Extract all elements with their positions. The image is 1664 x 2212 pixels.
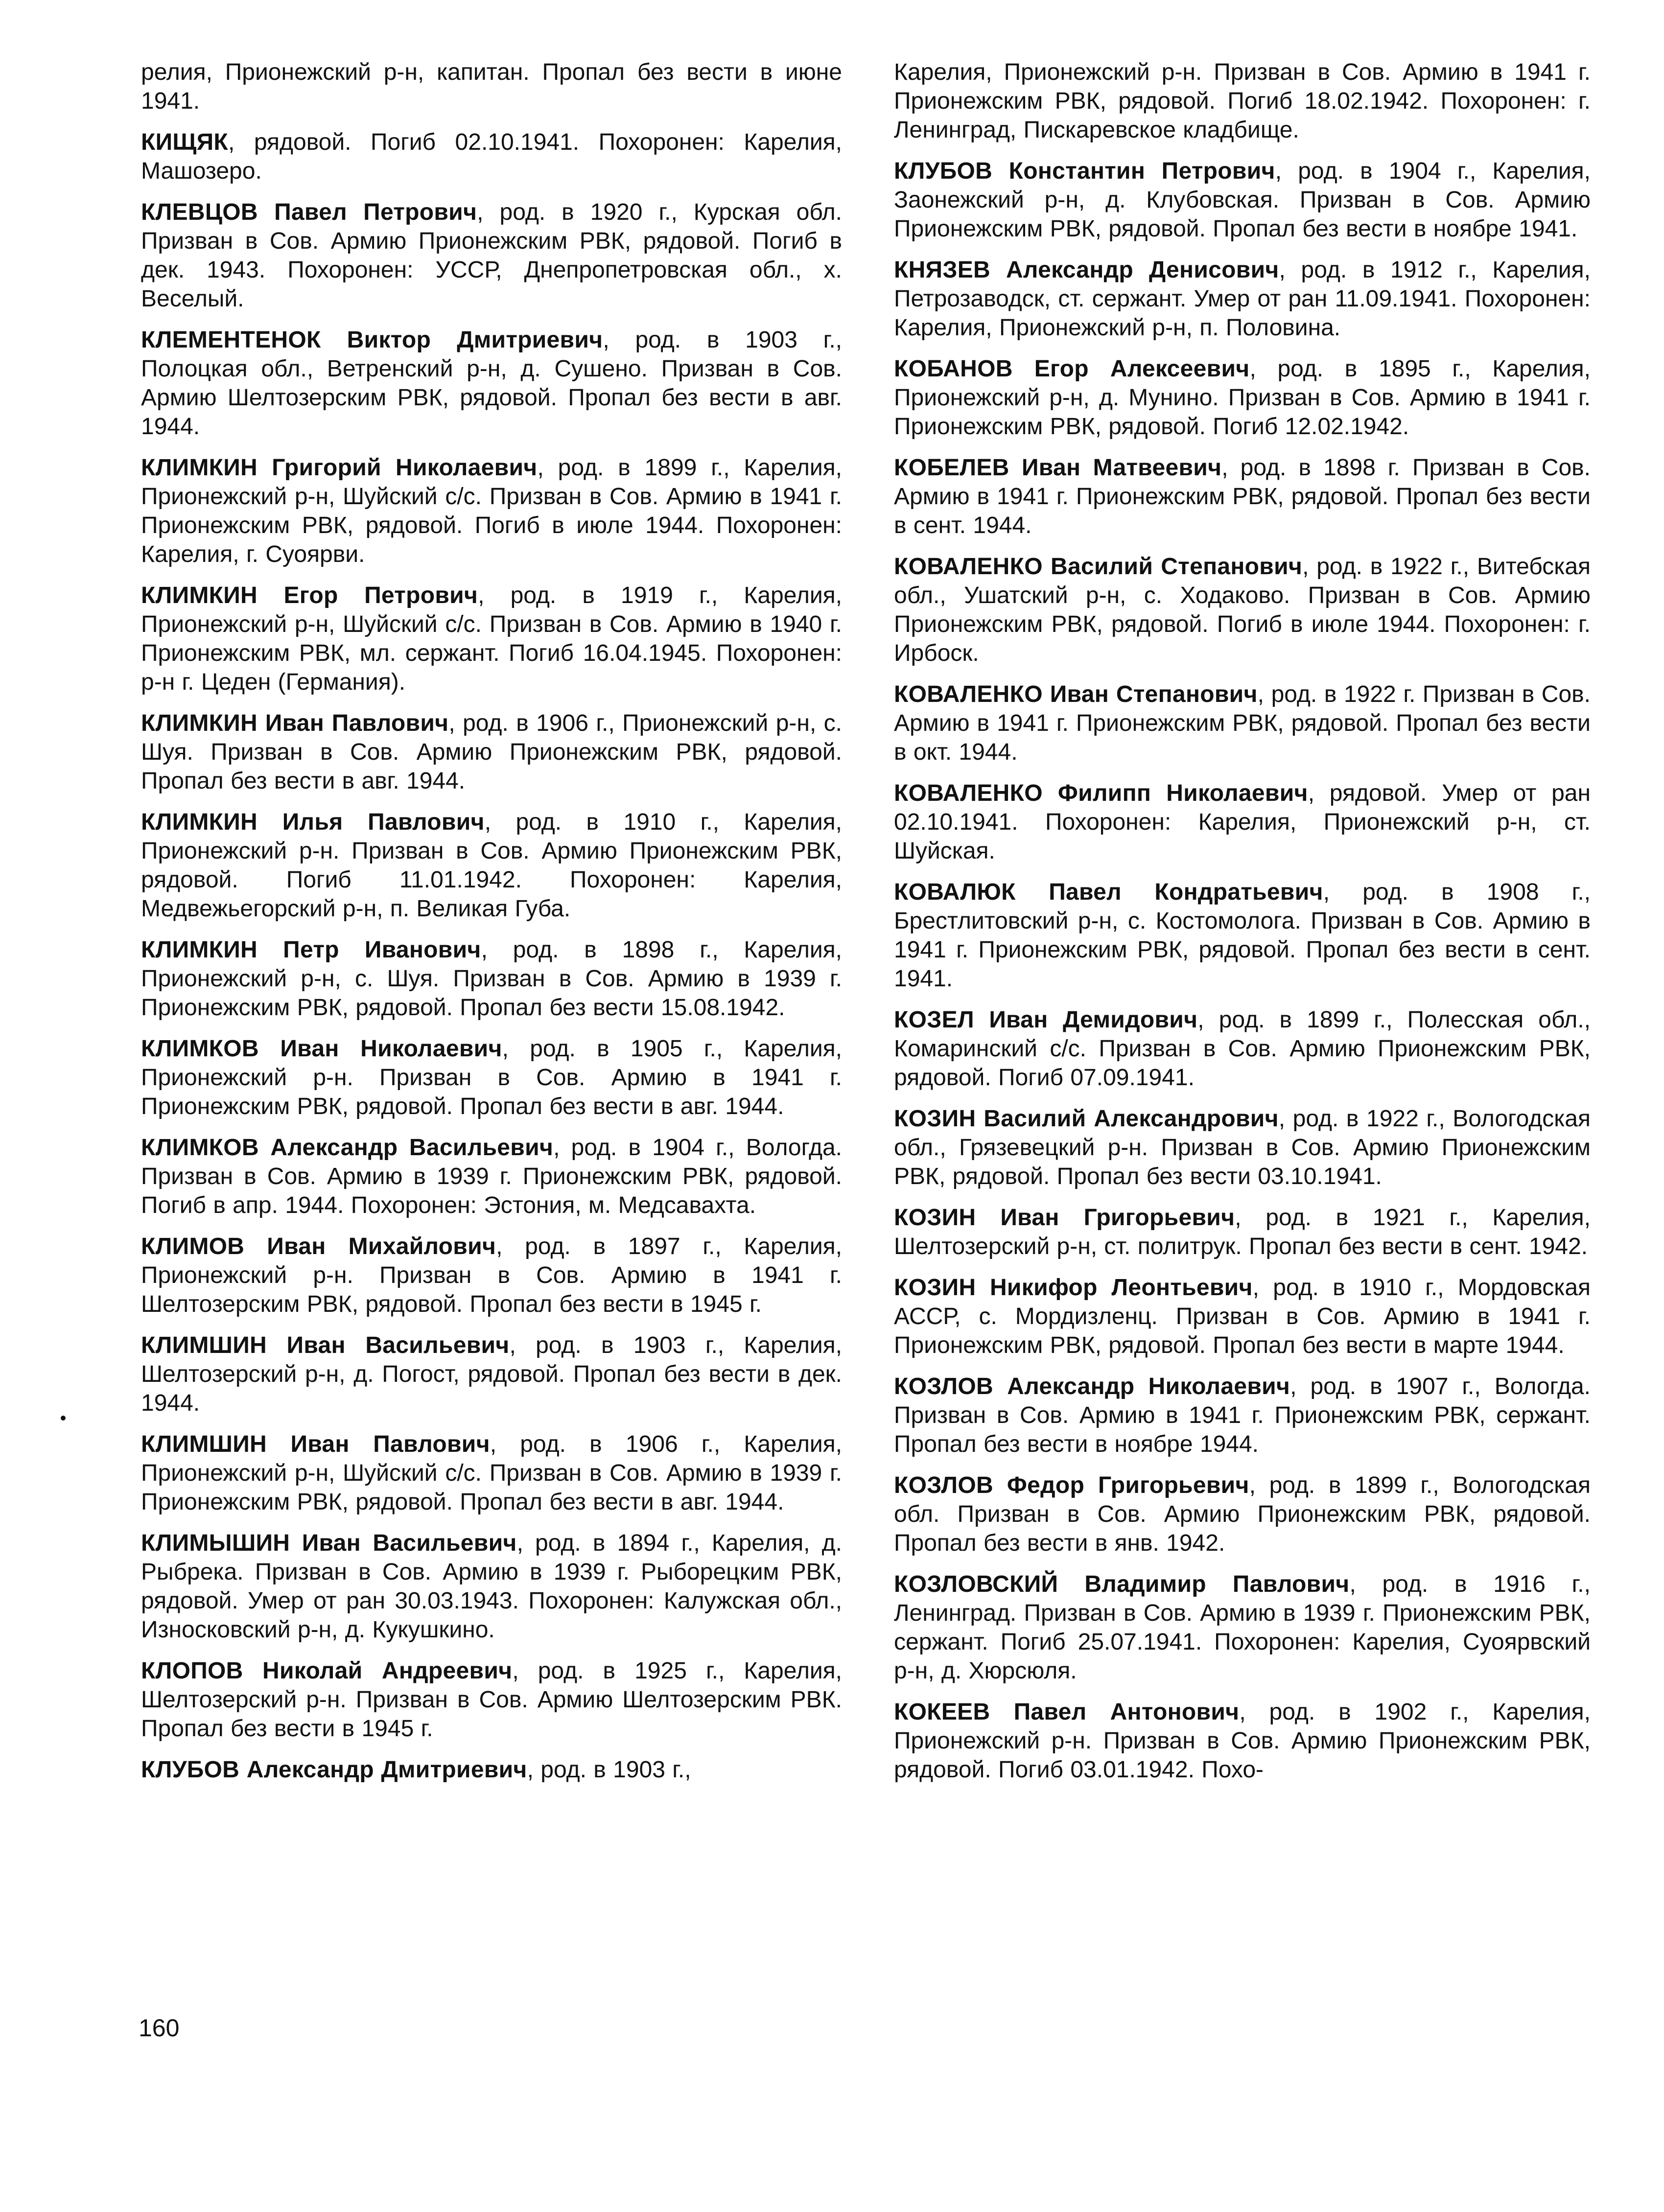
entry bbox=[141, 808, 842, 923]
entry bbox=[894, 779, 1591, 865]
entry-text: Карелия, Прионежский р-н. Призван в Сов. Армию в 1941 г. Прионежским РВК, рядовой. Погиб 18.02.1942. Похоронен: г. Ленинград, Пискаревское кладбище. bbox=[894, 59, 1591, 143]
entry bbox=[141, 58, 842, 116]
entry-text: , род. в 1908 г., Брестлитовский р-н, с. Костомолога. Призван в Сов. Армию в 1941 г. Прионежским РВК, рядовой. Пропал без вести в сент. 1941. bbox=[894, 879, 1591, 992]
entry-name: КЛИМЫШИН Иван Васильевич bbox=[141, 1530, 517, 1556]
entry-name: КОБЕЛЕВ Иван Матвеевич bbox=[894, 455, 1222, 481]
entry-text: , род. в 1899 г., Вологодская обл. Призван в Сов. Армию Прионежским РВК, рядовой. Пропал без вести в янв. 1942. bbox=[894, 1472, 1591, 1556]
entry bbox=[141, 709, 842, 795]
entry-name: КЛИМШИН Иван Васильевич bbox=[141, 1332, 510, 1358]
entry-name: КОЗИН Иван Григорьевич bbox=[894, 1205, 1235, 1231]
entry-name: КЛИМКИН Григорий Николаевич bbox=[141, 455, 538, 481]
entry bbox=[141, 198, 842, 313]
entry-name: КЛИМКОВ Александр Васильевич bbox=[141, 1135, 554, 1161]
entry-name: КЛУБОВ Константин Петрович bbox=[894, 158, 1275, 184]
entry bbox=[141, 1755, 842, 1784]
entry-name: КОВАЛЕНКО Филипп Николаевич bbox=[894, 780, 1308, 806]
entry bbox=[894, 1698, 1591, 1784]
entry-text: , рядовой. Умер от ран 02.10.1941. Похоронен: Карелия, Прионежский р-н, ст. Шуйская. bbox=[894, 780, 1591, 864]
entry bbox=[894, 256, 1591, 342]
entry-text: , род. в 1903 г., bbox=[527, 1757, 691, 1783]
entry-name: КОВАЛЮК Павел Кондратьевич bbox=[894, 879, 1323, 905]
entry bbox=[141, 1133, 842, 1220]
entry-name: КОКЕЕВ Павел Антонович bbox=[894, 1699, 1240, 1725]
entry bbox=[141, 1034, 842, 1121]
entry bbox=[894, 157, 1591, 243]
entry bbox=[894, 1273, 1591, 1360]
entry bbox=[894, 1104, 1591, 1191]
entry-text: , род. в 1902 г., Карелия, Прионежский р-н. Призван в Сов. Армию Прионежским РВК, рядовой. Погиб 03.01.1942. Похо- bbox=[894, 1699, 1591, 1783]
entry-text: , род. в 1895 г., Карелия, Прионежский р-н, д. Мунино. Призван в Сов. Армию в 1941 г. Прионежским РВК, рядовой. Погиб 12.02.1942. bbox=[894, 356, 1591, 440]
entry-text: , род. в 1919 г., Карелия, Прионежский р-н, Шуйский с/с. Призван в Сов. Армию в 1940 г. Прионежским РВК, мл. сержант. Погиб 16.04.1945. Похоронен: р-н г. Цеден (Германия). bbox=[141, 582, 842, 695]
entry-name: КОВАЛЕНКО Иван Степанович bbox=[894, 681, 1258, 707]
ink-speck bbox=[61, 1416, 66, 1420]
entry bbox=[141, 1331, 842, 1418]
entry-name: КЛИМКИН Илья Павлович bbox=[141, 809, 485, 835]
entry bbox=[894, 680, 1591, 767]
entry-name: КЛИМОВ Иван Михайлович bbox=[141, 1234, 496, 1259]
entry bbox=[894, 1471, 1591, 1558]
entry-text: , род. в 1906 г., Прионежский р-н, с. Шуя. Призван в Сов. Армию Прионежским РВК, рядовой. Пропал без вести в авг. 1944. bbox=[141, 710, 842, 794]
entry-text: , род. в 1905 г., Карелия, Прионежский р-н. Призван в Сов. Армию в 1941 г. Прионежским РВК, рядовой. Пропал без вести в авг. 1944. bbox=[141, 1036, 842, 1119]
entry-text: , род. в 1898 г., Карелия, Прионежский р-н, с. Шуя. Призван в Сов. Армию в 1939 г. Прионежским РВК, рядовой. Пропал без вести 15.08.1942. bbox=[141, 937, 842, 1021]
entry-text: , род. в 1910 г., Мордовская АССР, с. Мордизленц. Призван в Сов. Армию в 1941 г. Прионежским РВК, рядовой. Пропал без вести в марте 1944. bbox=[894, 1275, 1591, 1358]
entry-text: релия, Прионежский р-н, капитан. Пропал без вести в июне 1941. bbox=[141, 59, 842, 114]
entry-name: КОЗИН Василий Александрович bbox=[894, 1106, 1279, 1132]
entry bbox=[894, 58, 1591, 144]
entry-text: , род. в 1921 г., Карелия, Шелтозерский р-н, ст. политрук. Пропал без вести в сент. 1942. bbox=[894, 1205, 1591, 1259]
entry bbox=[141, 1232, 842, 1319]
entry-text: , род. в 1897 г., Карелия, Прионежский р-н. Призван в Сов. Армию в 1941 г. Шелтозерским РВК, рядовой. Пропал без вести в 1945 г. bbox=[141, 1234, 842, 1317]
entry-name: КНЯЗЕВ Александр Денисович bbox=[894, 257, 1279, 283]
entry-text: , род. в 1922 г., Витебская обл., Ушатский р-н, с. Ходаково. Призван в Сов. Армию Прионежским РВК, рядовой. Погиб в июле 1944. Похоронен: г. Ирбоск. bbox=[894, 554, 1591, 666]
entry bbox=[894, 1203, 1591, 1261]
entry bbox=[141, 1529, 842, 1644]
entry bbox=[894, 354, 1591, 441]
entry bbox=[894, 878, 1591, 993]
entry-text: , род. в 1916 г., Ленинград. Призван в Сов. Армию в 1939 г. Прионежским РВК, сержант. Погиб 25.07.1941. Похоронен: Карелия, Суоярвский р-н, д. Хюрсюля. bbox=[894, 1571, 1591, 1684]
entry-name: КЛИМКИН Егор Петрович bbox=[141, 582, 478, 608]
entry bbox=[141, 581, 842, 697]
entry bbox=[894, 1005, 1591, 1092]
entry bbox=[894, 552, 1591, 668]
entry-name: КЛИМКОВ Иван Николаевич bbox=[141, 1036, 502, 1062]
entry-name: КЛИМКИН Петр Иванович bbox=[141, 937, 481, 963]
entry-name: КОЗЕЛ Иван Демидович bbox=[894, 1007, 1198, 1033]
entry bbox=[894, 1372, 1591, 1459]
entry bbox=[141, 128, 842, 186]
entry-text: , род. в 1898 г. Призван в Сов. Армию в 1941 г. Прионежским РВК, рядовой. Пропал без вести в сент. 1944. bbox=[894, 455, 1591, 538]
entry bbox=[894, 1570, 1591, 1685]
entry-name: КОЗЛОВ Федор Григорьевич bbox=[894, 1472, 1249, 1498]
entry-text: , род. в 1907 г., Вологда. Призван в Сов. Армию в 1941 г. Прионежским РВК, сержант. Пропал без вести в ноябре 1944. bbox=[894, 1374, 1591, 1457]
entry-text: , род. в 1903 г., Карелия, Шелтозерский р-н, д. Погост, рядовой. Пропал без вести в дек. 1944. bbox=[141, 1332, 842, 1416]
entry-text: , род. в 1910 г., Карелия, Прионежский р-н. Призван в Сов. Армию Прионежским РВК, рядовой. Погиб 11.01.1942. Похоронен: Карелия, Медвежьегорский р-н, п. Великая Губа. bbox=[141, 809, 842, 922]
entry-name: КЛИМКИН Иван Павлович bbox=[141, 710, 449, 736]
entry-text: , род. в 1894 г., Карелия, д. Рыбрека. Призван в Сов. Армию в 1939 г. Рыборецким РВК, рядовой. Умер от ран 30.03.1943. Похоронен: Калужская обл., Износковский р-н, д. Кукушкино. bbox=[141, 1530, 843, 1643]
entry-text: , рядовой. Погиб 02.10.1941. Похоронен: Карелия, Машозеро. bbox=[141, 129, 842, 184]
entry-text: , род. в 1922 г. Призван в Сов. Армию в 1941 г. Прионежским РВК, рядовой. Пропал без вести в окт. 1944. bbox=[894, 681, 1591, 765]
entry-name: КЛУБОВ Александр Дмитриевич bbox=[141, 1757, 527, 1783]
entry-name: КОЗЛОВСКИЙ Владимир Павлович bbox=[894, 1571, 1350, 1597]
entry-name: КЛИМШИН Иван Павлович bbox=[141, 1431, 490, 1457]
entry-name: КЛЕВЦОВ Павел Петрович bbox=[141, 199, 477, 225]
entry-text: , род. в 1906 г., Карелия, Прионежский р-н, Шуйский с/с. Призван в Сов. Армию в 1939 г. Прионежским РВК, рядовой. Пропал без вести в авг. 1944. bbox=[141, 1431, 842, 1515]
entry-name: КОБАНОВ Егор Алексеевич bbox=[894, 356, 1250, 382]
entry bbox=[141, 1656, 842, 1743]
entry-text: , род. в 1922 г., Вологодская обл., Грязевецкий р-н. Призван в Сов. Армию Прионежским РВК, рядовой. Пропал без вести 03.10.1941. bbox=[894, 1106, 1591, 1189]
entry-text: , род. в 1904 г., Вологда. Призван в Сов. Армию в 1939 г. Прионежским РВК, рядовой. Погиб в апр. 1944. Похоронен: Эстония, м. Медсавахта. bbox=[141, 1135, 842, 1218]
entry-text: , род. в 1899 г., Карелия, Прионежский р-н, Шуйский с/с. Призван в Сов. Армию в 1941 г. Прионежским РВК, рядовой. Погиб в июле 1944. Похоронен: Карелия, г. Суоярви. bbox=[141, 455, 842, 567]
right-column bbox=[894, 58, 1591, 1796]
entry bbox=[141, 453, 842, 569]
entry bbox=[894, 453, 1591, 540]
entry-name: КОЗЛОВ Александр Николаевич bbox=[894, 1374, 1290, 1399]
entry-name: КЛЕМЕНТЕНОК Виктор Дмитриевич bbox=[141, 327, 603, 353]
page-number: 160 bbox=[139, 2014, 180, 2042]
entry bbox=[141, 1430, 842, 1516]
entry-text: , род. в 1925 г., Карелия, Шелтозерский р-н. Призван в Сов. Армию Шелтозерским РВК. Пропал без вести в 1945 г. bbox=[141, 1658, 842, 1742]
entry-text: , род. в 1920 г., Курская обл. Призван в Сов. Армию Прионежским РВК, рядовой. Погиб в дек. 1943. Похоронен: УССР, Днепропетровская обл., х. Веселый. bbox=[141, 199, 842, 312]
entry-name: КЛОПОВ Николай Андреевич bbox=[141, 1658, 513, 1684]
entry-text: , род. в 1903 г., Полоцкая обл., Ветренский р-н, д. Сушено. Призван в Сов. Армию Шелтозерским РВК, рядовой. Пропал без вести в авг. 1944. bbox=[141, 327, 842, 440]
entry-name: КОВАЛЕНКО Василий Степанович bbox=[894, 554, 1303, 580]
entry-text: , род. в 1912 г., Карелия, Петрозаводск, ст. сержант. Умер от ран 11.09.1941. Похоронен: Карелия, Прионежский р-н, п. Половина. bbox=[894, 257, 1591, 341]
entry-text: , род. в 1904 г., Карелия, Заонежский р-н, д. Клубовская. Призван в Сов. Армию Прионежским РВК, рядовой. Пропал без вести в ноябре 1941. bbox=[894, 158, 1591, 242]
entry bbox=[141, 935, 842, 1022]
entry-name: КОЗИН Никифор Леонтьевич bbox=[894, 1275, 1253, 1301]
entry-name: КИЩЯК bbox=[141, 129, 229, 155]
entry bbox=[141, 326, 842, 441]
left-column bbox=[141, 58, 842, 1796]
entry-text: , род. в 1899 г., Полесская обл., Комаринский с/с. Призван в Сов. Армию Прионежским РВК, рядовой. Погиб 07.09.1941. bbox=[894, 1007, 1591, 1091]
